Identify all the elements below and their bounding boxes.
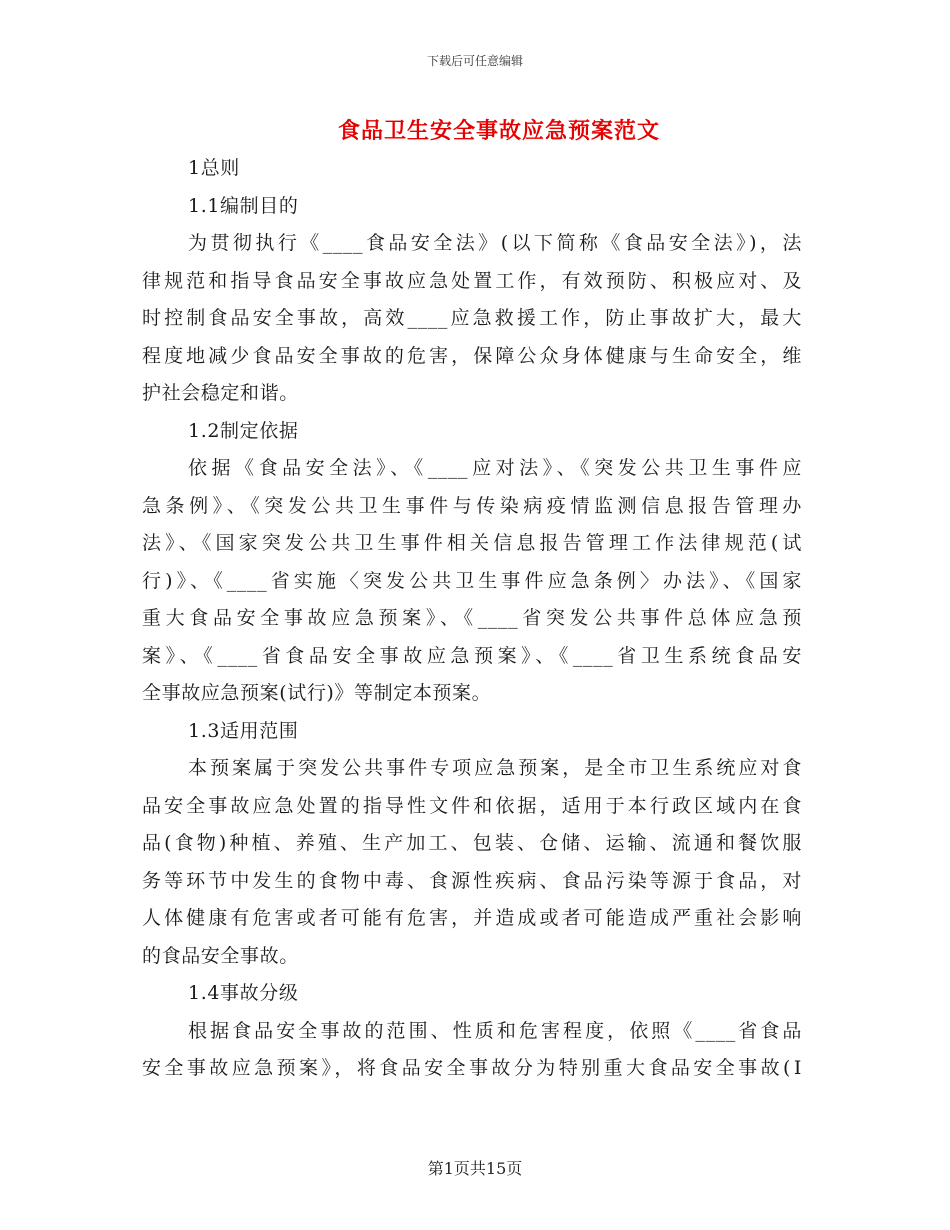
text-line: 时控制食品安全事故，高效____应急救援工作，防止事故扩大，最大 bbox=[142, 307, 802, 329]
text-line: 依据《食品安全法》、《____应对法》、《突发公共卫生事件应 bbox=[188, 457, 802, 479]
text-line: 1.3适用范围 bbox=[188, 719, 299, 742]
text-line: 1.1编制目的 bbox=[188, 194, 299, 217]
header-note: 下载后可任意编辑 bbox=[426, 54, 523, 68]
text-line: 行)》、《____省实施〈突发公共卫生事件应急条例〉办法》、《国家 bbox=[142, 569, 802, 592]
text-line: 品安全事故应急处置的指导性文件和依据，适用于本行政区域内在食 bbox=[142, 794, 802, 817]
text-line: 案》、《____省食品安全事故应急预案》、《____省卫生系统食品安 bbox=[142, 644, 802, 667]
text-line: 急条例》、《突发公共卫生事件与传染病疫情监测信息报告管理办 bbox=[142, 494, 802, 517]
text-line: 本预案属于突发公共事件专项应急预案，是全市卫生系统应对食 bbox=[188, 757, 802, 779]
text-line: 的食品安全事故。 bbox=[142, 944, 299, 967]
text-line: 品(食物)种植、养殖、生产加工、包装、仓储、运输、流通和餐饮服 bbox=[142, 832, 802, 854]
text-line: 程度地减少食品安全事故的危害，保障公众身体健康与生命安全，维 bbox=[142, 344, 802, 367]
text-line: 重大食品安全事故应急预案》、《____省突发公共事件总体应急预 bbox=[142, 607, 802, 629]
text-line: 1.4事故分级 bbox=[188, 982, 299, 1004]
text-line: 全事故应急预案(试行)》等制定本预案。 bbox=[142, 682, 492, 704]
text-line: 护社会稳定和谐。 bbox=[142, 382, 299, 404]
text-line: 根据食品安全事故的范围、性质和危害程度，依照《____省食品 bbox=[188, 1019, 802, 1042]
text-line: 为贯彻执行《____食品安全法》(以下简称《食品安全法》)，法 bbox=[188, 232, 802, 254]
text-line: 人体健康有危害或者可能有危害，并造成或者可能造成严重社会影响 bbox=[142, 907, 802, 929]
page-footer: 第1页共15页 bbox=[427, 1159, 523, 1178]
text-line: 法》、《国家突发公共卫生事件相关信息报告管理工作法律规范(试 bbox=[142, 532, 802, 554]
text-line: 1总则 bbox=[188, 157, 240, 179]
text-line: 1.2制定依据 bbox=[188, 419, 299, 442]
text-line: 律规范和指导食品安全事故应急处置工作，有效预防、积极应对、及 bbox=[142, 269, 802, 292]
text-line: 安全事故应急预案》，将食品安全事故分为特别重大食品安全事故(Ⅰ bbox=[142, 1057, 802, 1079]
document-body bbox=[142, 150, 802, 1088]
document-title: 食品卫生安全事故应急预案范文 bbox=[337, 118, 660, 144]
text-line: 务等环节中发生的食物中毒、食源性疾病、食品污染等源于食品，对 bbox=[142, 869, 802, 892]
